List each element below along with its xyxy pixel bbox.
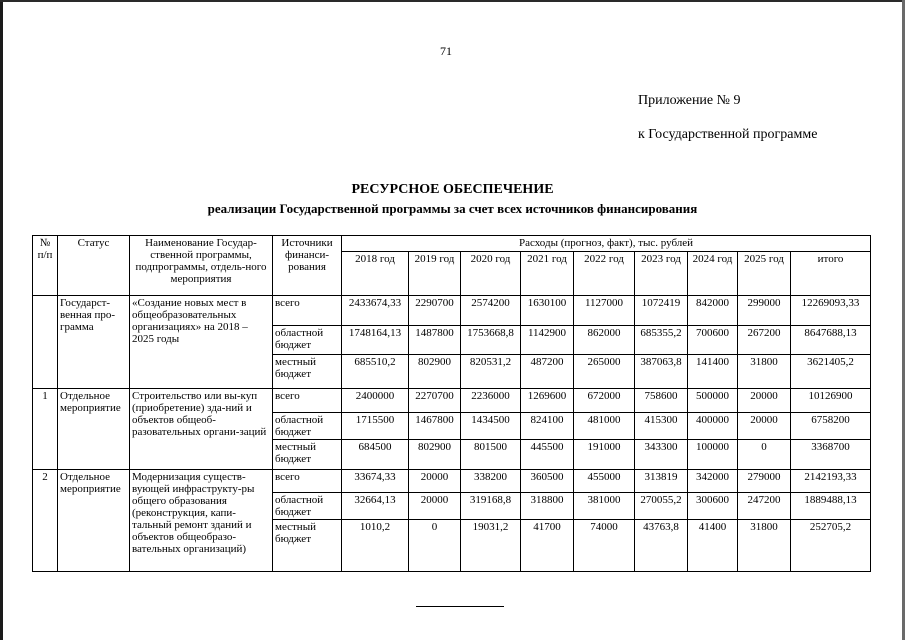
row-value-cell: 1467800 xyxy=(409,413,461,440)
row-value-cell: 33674,33 xyxy=(342,470,409,493)
row-value-cell: 758600 xyxy=(635,389,688,413)
page-number: 71 xyxy=(440,44,452,58)
row-source: местный бюджет xyxy=(273,520,342,572)
row-value-cell: 802900 xyxy=(409,355,461,389)
row-value-cell: 1487800 xyxy=(409,326,461,355)
row-value-cell: 700600 xyxy=(688,326,738,355)
row-value-cell: 1127000 xyxy=(574,296,635,326)
row-value-cell: 20000 xyxy=(409,470,461,493)
row-value-cell: 1715500 xyxy=(342,413,409,440)
row-total-cell: 252705,2 xyxy=(791,520,871,572)
row-value-cell: 400000 xyxy=(688,413,738,440)
row-source: всего xyxy=(273,389,342,413)
row-value-cell: 801500 xyxy=(461,440,521,470)
appendix-label: Приложение № 9 xyxy=(638,93,741,108)
header-year: 2024 год xyxy=(688,252,738,296)
row-value-cell: 360500 xyxy=(521,470,574,493)
row-value-cell: 41700 xyxy=(521,520,574,572)
row-name: Строительство или вы-куп (приобретение) зда-ний и объектов общеоб-разовательных органи-заций xyxy=(130,389,273,470)
row-value-cell: 318800 xyxy=(521,493,574,520)
row-status: Отдельное мероприятие xyxy=(58,470,130,572)
row-total-cell: 6758200 xyxy=(791,413,871,440)
row-source: областной бюджет xyxy=(273,493,342,520)
row-value-cell: 141400 xyxy=(688,355,738,389)
scan-edge-top xyxy=(0,0,905,2)
appendix-subtitle: к Государственной программе xyxy=(638,127,818,142)
row-value-cell: 685355,2 xyxy=(635,326,688,355)
row-value-cell: 31800 xyxy=(738,355,791,389)
row-value-cell: 1142900 xyxy=(521,326,574,355)
row-value-cell: 685510,2 xyxy=(342,355,409,389)
row-source: областной бюджет xyxy=(273,326,342,355)
row-value-cell: 299000 xyxy=(738,296,791,326)
header-year: 2022 год xyxy=(574,252,635,296)
row-name: «Создание новых мест в общеобразовательных организациях» на 2018 – 2025 годы xyxy=(130,296,273,389)
row-value-cell: 0 xyxy=(738,440,791,470)
row-total-cell: 3621405,2 xyxy=(791,355,871,389)
header-year: 2021 год xyxy=(521,252,574,296)
header-expenses: Расходы (прогноз, факт), тыс. рублей xyxy=(342,236,871,252)
header-name: Наименование Государ-ственной программы, подпрограммы, отдель-ного мероприятия xyxy=(130,236,273,296)
row-value-cell: 862000 xyxy=(574,326,635,355)
row-value-cell: 343300 xyxy=(635,440,688,470)
row-value-cell: 824100 xyxy=(521,413,574,440)
row-value-cell: 100000 xyxy=(688,440,738,470)
row-number: 1 xyxy=(33,389,58,470)
header-num: № п/п xyxy=(33,236,58,296)
row-value-cell: 32664,13 xyxy=(342,493,409,520)
row-total-cell: 3368700 xyxy=(791,440,871,470)
row-value-cell: 1010,2 xyxy=(342,520,409,572)
table-body xyxy=(33,296,871,572)
row-value-cell: 279000 xyxy=(738,470,791,493)
resource-table xyxy=(32,235,871,572)
row-value-cell: 31800 xyxy=(738,520,791,572)
row-value-cell: 387063,8 xyxy=(635,355,688,389)
row-source: всего xyxy=(273,470,342,493)
header-year: 2020 год xyxy=(461,252,521,296)
header-year: 2019 год xyxy=(409,252,461,296)
header-total: итого xyxy=(791,252,871,296)
row-value-cell: 191000 xyxy=(574,440,635,470)
row-value-cell: 300600 xyxy=(688,493,738,520)
header-status: Статус xyxy=(58,236,130,296)
row-value-cell: 1748164,13 xyxy=(342,326,409,355)
row-total-cell: 1889488,13 xyxy=(791,493,871,520)
table-row xyxy=(33,470,871,493)
header-year: 2025 год xyxy=(738,252,791,296)
table-row xyxy=(33,389,871,413)
row-source: всего xyxy=(273,296,342,326)
row-value-cell: 487200 xyxy=(521,355,574,389)
row-value-cell: 842000 xyxy=(688,296,738,326)
row-source: областной бюджет xyxy=(273,413,342,440)
row-source: местный бюджет xyxy=(273,355,342,389)
scan-edge-left xyxy=(0,0,3,640)
row-value-cell: 313819 xyxy=(635,470,688,493)
row-value-cell: 265000 xyxy=(574,355,635,389)
row-status: Отдельное мероприятие xyxy=(58,389,130,470)
row-source: местный бюджет xyxy=(273,440,342,470)
row-value-cell: 455000 xyxy=(574,470,635,493)
row-value-cell: 1269600 xyxy=(521,389,574,413)
row-value-cell: 20000 xyxy=(738,389,791,413)
row-value-cell: 267200 xyxy=(738,326,791,355)
row-value-cell: 338200 xyxy=(461,470,521,493)
row-value-cell: 2433674,33 xyxy=(342,296,409,326)
row-value-cell: 270055,2 xyxy=(635,493,688,520)
header-source: Источники финанси-рования xyxy=(273,236,342,296)
row-value-cell: 2400000 xyxy=(342,389,409,413)
row-value-cell: 0 xyxy=(409,520,461,572)
row-status: Государст-венная про-грамма xyxy=(58,296,130,389)
row-value-cell: 684500 xyxy=(342,440,409,470)
row-value-cell: 381000 xyxy=(574,493,635,520)
row-value-cell: 500000 xyxy=(688,389,738,413)
header-year: 2018 год xyxy=(342,252,409,296)
document-subtitle: реализации Государственной программы за счет всех источников финансирования xyxy=(207,201,698,216)
row-value-cell: 2574200 xyxy=(461,296,521,326)
row-value-cell: 319168,8 xyxy=(461,493,521,520)
row-value-cell: 20000 xyxy=(738,413,791,440)
row-value-cell: 2290700 xyxy=(409,296,461,326)
row-value-cell: 247200 xyxy=(738,493,791,520)
row-value-cell: 672000 xyxy=(574,389,635,413)
document-title: РЕСУРСНОЕ ОБЕСПЕЧЕНИЕ xyxy=(351,182,554,197)
header-year: 2023 год xyxy=(635,252,688,296)
row-value-cell: 43763,8 xyxy=(635,520,688,572)
table-row xyxy=(33,296,871,326)
row-number: 2 xyxy=(33,470,58,572)
footer-rule xyxy=(416,606,504,607)
row-value-cell: 820531,2 xyxy=(461,355,521,389)
row-value-cell: 415300 xyxy=(635,413,688,440)
row-value-cell: 2270700 xyxy=(409,389,461,413)
row-number xyxy=(33,296,58,389)
row-value-cell: 20000 xyxy=(409,493,461,520)
row-value-cell: 74000 xyxy=(574,520,635,572)
row-value-cell: 41400 xyxy=(688,520,738,572)
row-value-cell: 19031,2 xyxy=(461,520,521,572)
row-value-cell: 1434500 xyxy=(461,413,521,440)
row-value-cell: 1072419 xyxy=(635,296,688,326)
row-value-cell: 481000 xyxy=(574,413,635,440)
row-value-cell: 802900 xyxy=(409,440,461,470)
row-total-cell: 10126900 xyxy=(791,389,871,413)
row-value-cell: 445500 xyxy=(521,440,574,470)
row-total-cell: 12269093,33 xyxy=(791,296,871,326)
row-value-cell: 1630100 xyxy=(521,296,574,326)
row-value-cell: 2236000 xyxy=(461,389,521,413)
row-name: Модернизация существ-вующей инфраструкту-ры общего образования (реконструкция, капи-тальный ремонт зданий и объектов общеобразо-вательных организаций) xyxy=(130,470,273,572)
row-value-cell: 1753668,8 xyxy=(461,326,521,355)
row-total-cell: 8647688,13 xyxy=(791,326,871,355)
row-value-cell: 342000 xyxy=(688,470,738,493)
row-total-cell: 2142193,33 xyxy=(791,470,871,493)
